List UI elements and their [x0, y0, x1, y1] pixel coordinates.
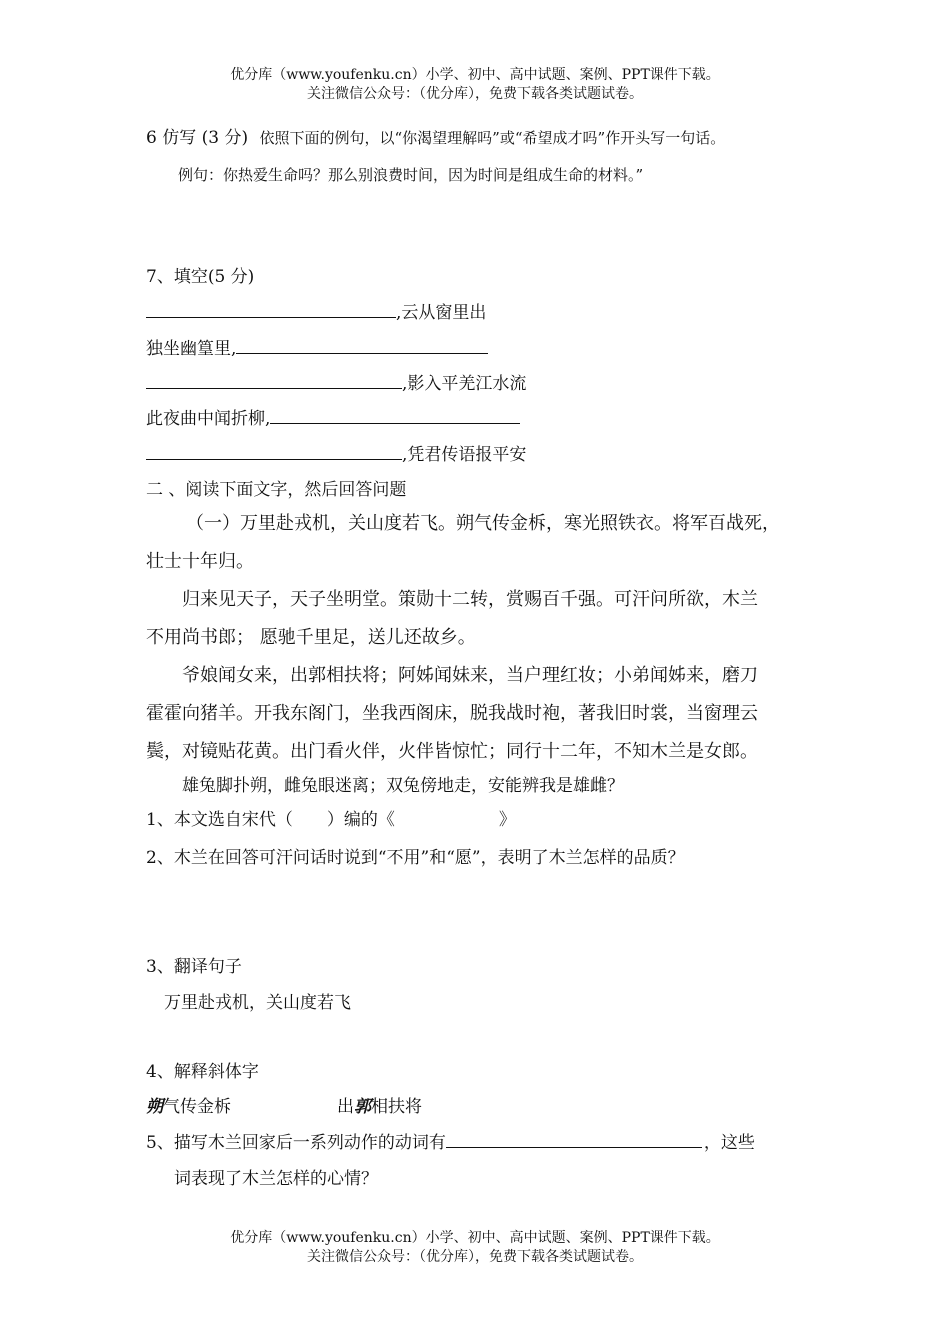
fill-line-5	[146, 443, 526, 466]
question-1	[146, 809, 516, 831]
question-1-part-b: ）编的《	[326, 810, 395, 830]
answer-blank[interactable]	[270, 407, 520, 424]
footer-line-1: 优分库（www.youfenku.cn）小学、初中、高中试题、案例、PPT课件下载。	[230, 1230, 720, 1246]
emphasized-character: 郭	[354, 1097, 371, 1117]
question-6-title: 6 仿写 (3 分)	[146, 128, 249, 148]
question-6	[146, 127, 725, 149]
passage-p2-line-1: 归来见天子，天子坐明堂。策勋十二转，赏赐百千强。可汗问所欲，木兰	[182, 589, 758, 610]
fill-line-3	[146, 372, 526, 395]
passage-p3-line-2: 霍霍向猪羊。开我东阁门，坐我西阁床，脱我战时袍，著我旧时裳，当窗理云	[146, 703, 758, 724]
fill-text: ,凭君传语报平安	[402, 445, 527, 465]
question-2: 2、木兰在回答可汗问话时说到“不用”和“愿”，表明了木兰怎样的品质？	[146, 848, 685, 868]
answer-blank[interactable]	[146, 301, 396, 318]
question-1-part-c: 》	[498, 810, 516, 830]
item-text: 气传金柝	[163, 1097, 231, 1117]
passage-p1-line-1: （一）万里赴戎机，关山度若飞。朔气传金柝，寒光照铁衣。将军百战死，	[186, 513, 780, 534]
answer-blank[interactable]	[236, 337, 488, 354]
emphasized-character: 朔	[146, 1097, 163, 1117]
fill-line-1	[146, 301, 486, 324]
fill-text: ,云从窗里出	[396, 303, 487, 323]
question-3-title: 3、翻译句子	[146, 957, 242, 977]
header-line-2: 关注微信公众号：（优分库），免费下载各类试题试卷。	[307, 86, 643, 102]
question-5-line-2: 词表现了木兰怎样的心情？	[174, 1169, 378, 1189]
fill-line-2	[146, 337, 488, 360]
passage-p2-line-2: 不用尚书郎； 愿驰千里足，送儿还故乡。	[146, 627, 476, 648]
question-7-title: 7、填空(5 分)	[146, 267, 255, 287]
question-5-line-1	[146, 1131, 755, 1154]
section-2-title: 二 、阅读下面文字，然后回答问题	[146, 480, 407, 500]
question-6-example: 例句：你热爱生命吗？那么别浪费时间，因为时间是组成生命的材料。”	[178, 166, 644, 184]
fill-text: 独坐幽篁里,	[146, 339, 237, 359]
passage-p1-line-2: 壮士十年归。	[146, 551, 254, 572]
answer-blank[interactable]	[146, 372, 402, 389]
passage-p3-line-1: 爷娘闻女来，出郭相扶将；阿姊闻妹来，当户理红妆；小弟闻姊来，磨刀	[182, 665, 758, 686]
fill-line-4	[146, 407, 520, 430]
passage-p4: 雄兔脚扑朔，雌兔眼迷离；双兔傍地走，安能辨我是雄雌？	[182, 776, 624, 796]
question-6-instruction: 依照下面的例句，以“你渴望理解吗”或“希望成才吗”作开头写一句话。	[259, 129, 726, 147]
item-text: 相扶将	[371, 1097, 422, 1117]
answer-blank[interactable]	[146, 443, 402, 460]
question-4-item-1	[146, 1096, 231, 1118]
footer-line-2: 关注微信公众号：（优分库），免费下载各类试题试卷。	[307, 1249, 643, 1265]
answer-blank[interactable]	[446, 1131, 702, 1148]
fill-text: ,影入平羌江水流	[402, 374, 527, 394]
question-5-part-b: ，这些	[703, 1133, 755, 1153]
question-4-title: 4、解释斜体字	[146, 1062, 259, 1082]
question-5-part-a: 5、描写木兰回家后一系列动作的动词有	[146, 1133, 446, 1153]
item-text: 出	[337, 1097, 354, 1117]
question-4-item-2	[337, 1096, 422, 1118]
fill-text: 此夜曲中闻折柳,	[146, 409, 271, 429]
passage-p3-line-3: 鬓，对镜贴花黄。出门看火伴，火伴皆惊忙；同行十二年，不知木兰是女郎。	[146, 741, 758, 762]
header-line-1: 优分库（www.youfenku.cn）小学、初中、高中试题、案例、PPT课件下载。	[230, 67, 720, 83]
question-3-sentence: 万里赴戎机，关山度若飞	[164, 993, 351, 1013]
question-1-part-a: 1、本文选自宋代（	[146, 810, 293, 830]
